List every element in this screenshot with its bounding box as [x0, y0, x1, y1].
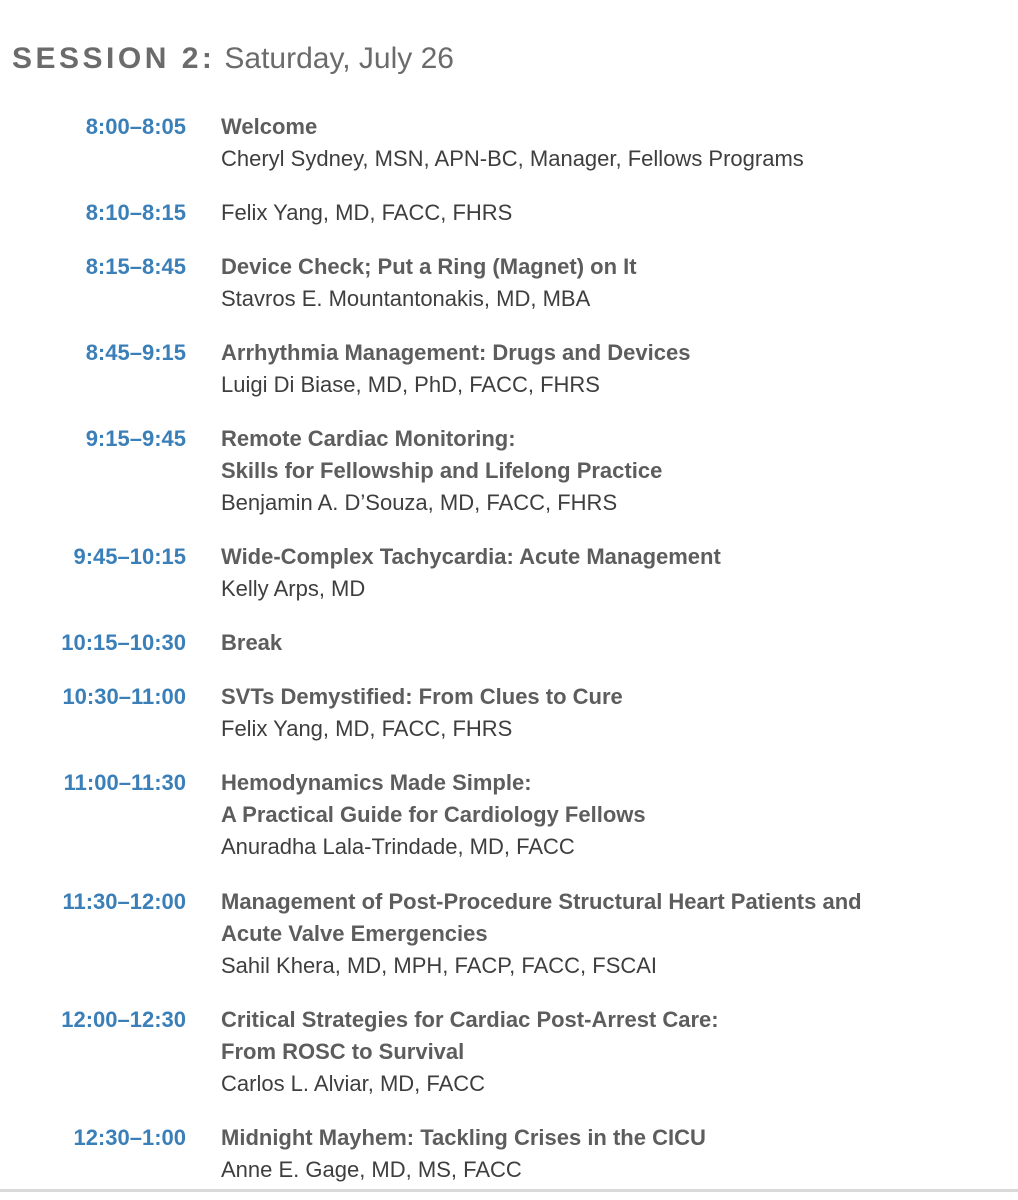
session-time: 8:15–8:45 — [85, 254, 186, 279]
session-title-line: Midnight Mayhem: Tackling Crises in the CICU — [221, 1125, 706, 1150]
session-speaker: Stavros E. Mountantonakis, MD, MBA — [221, 286, 591, 311]
session-speaker: Cheryl Sydney, MSN, APN-BC, Manager, Fellows Programs — [221, 146, 804, 171]
session-time: 12:00–12:30 — [61, 1007, 186, 1032]
session-details — [221, 337, 1016, 401]
session-speaker: Luigi Di Biase, MD, PhD, FACC, FHRS — [221, 372, 600, 397]
session-time: 10:15–10:30 — [61, 630, 186, 655]
session-speaker: Benjamin A. D’Souza, MD, FACC, FHRS — [221, 490, 618, 515]
session-label: SESSION 2: — [12, 42, 216, 75]
session-details — [221, 251, 1016, 315]
session-speaker: Sahil Khera, MD, MPH, FACP, FACC, FSCAI — [221, 953, 658, 978]
session-title-line: A Practical Guide for Cardiology Fellows — [221, 802, 646, 827]
session-details — [221, 627, 1016, 659]
session-time: 8:45–9:15 — [85, 340, 186, 365]
session-time: 9:45–10:15 — [73, 544, 186, 569]
session-time: 8:00–8:05 — [85, 114, 186, 139]
session-details — [221, 1122, 1016, 1186]
session-details — [221, 767, 1016, 863]
session-speaker: Anuradha Lala-Trindade, MD, FACC — [221, 834, 575, 859]
session-title-line: Arrhythmia Management: Drugs and Devices — [221, 340, 691, 365]
session-speaker: Felix Yang, MD, FACC, FHRS — [221, 200, 513, 225]
session-details — [221, 197, 1016, 229]
session-details — [221, 541, 1016, 605]
session-speaker: Anne E. Gage, MD, MS, FACC — [221, 1157, 522, 1182]
session-title-line: Device Check; Put a Ring (Magnet) on It — [221, 254, 637, 279]
session-title-line: Break — [221, 630, 283, 655]
session-speaker: Felix Yang, MD, FACC, FHRS — [221, 716, 513, 741]
session-time: 12:30–1:00 — [73, 1125, 186, 1150]
session-date: Saturday, July 26 — [224, 42, 454, 75]
session-speaker: Kelly Arps, MD — [221, 576, 366, 601]
session-time: 11:00–11:30 — [63, 770, 186, 795]
session-title-line: Critical Strategies for Cardiac Post-Arrest Care: — [221, 1007, 719, 1032]
session-details — [221, 111, 1016, 175]
session-title-line: Hemodynamics Made Simple: — [221, 770, 532, 795]
session-details — [221, 1004, 1016, 1100]
bottom-divider — [0, 1189, 1018, 1192]
session-details — [221, 886, 1016, 982]
session-title-line: Acute Valve Emergencies — [221, 921, 488, 946]
session-details — [221, 423, 1016, 519]
session-title-line: Wide-Complex Tachycardia: Acute Management — [221, 544, 721, 569]
session-time: 11:30–12:00 — [62, 889, 186, 914]
session-speaker: Carlos L. Alviar, MD, FACC — [221, 1071, 486, 1096]
session-title-line: Remote Cardiac Monitoring: — [221, 426, 516, 451]
session-title-line: Welcome — [221, 114, 318, 139]
session-time: 8:10–8:15 — [85, 200, 186, 225]
session-title-line: SVTs Demystified: From Clues to Cure — [221, 684, 623, 709]
session-title-line: Skills for Fellowship and Lifelong Practice — [221, 458, 663, 483]
session-title-line: Management of Post-Procedure Structural Heart Patients and — [221, 889, 862, 914]
session-title-line: From ROSC to Survival — [221, 1039, 465, 1064]
session-time: 9:15–9:45 — [85, 426, 186, 451]
session-details — [221, 681, 1016, 745]
session-time: 10:30–11:00 — [62, 684, 186, 709]
